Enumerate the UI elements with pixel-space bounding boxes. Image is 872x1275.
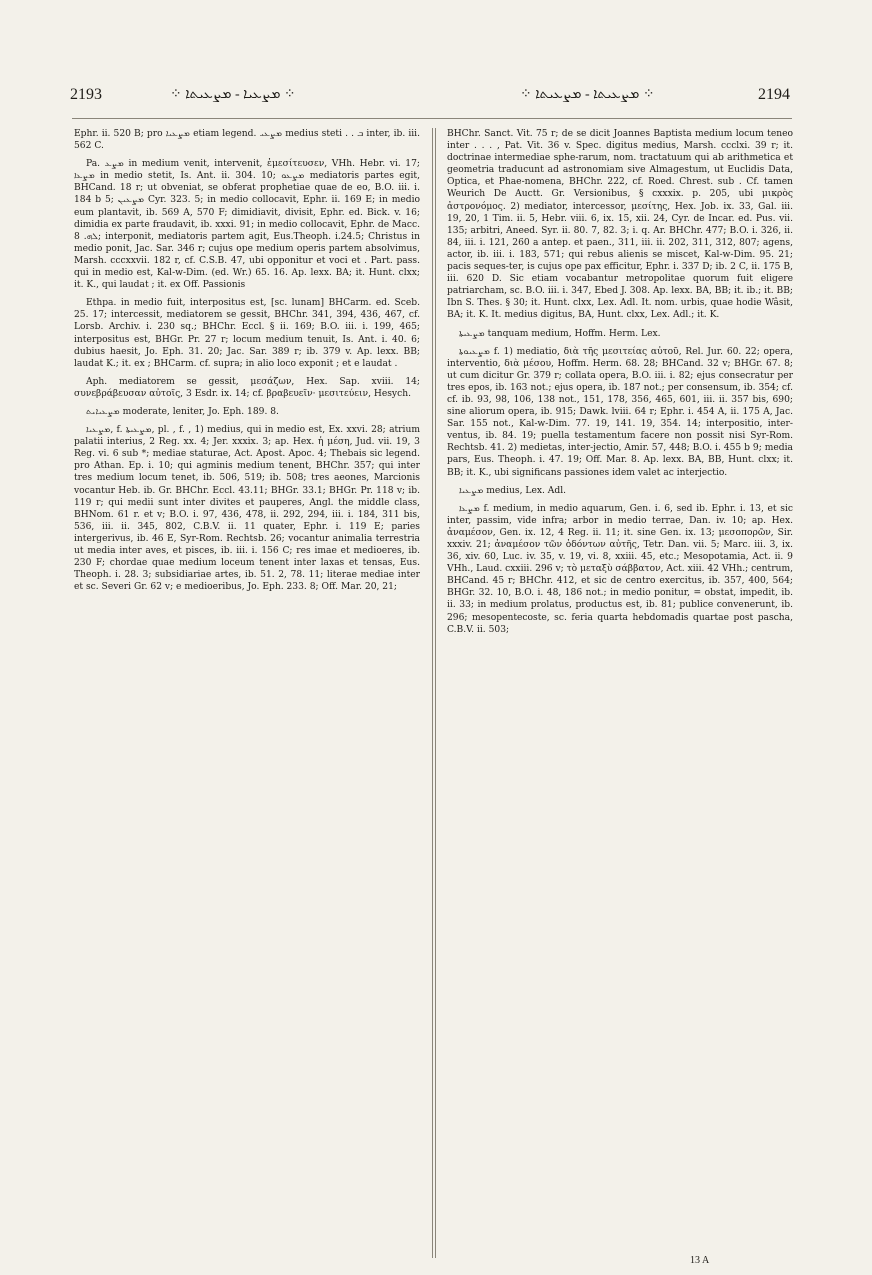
entry: Pa. ܡܨܥ in medium venit, intervenit, ἐμεσίτευσεν, VHh. Hebr. vi. 17; ܡܨܥܐ in medio stetit, Is. Ant. ii. 304. 10; ܡܨܥܘ mediatoris partes egit, BHCand. 18 r; ut obveniat, se obferat prophetiae quae de eo, B.O. iii. i. 184 b 5; ܡܨܥܝܢ Cyr. 323. 5; in medio collocavit, Ephr. ii. 169 E; in medio eum plantavit, ib. 569 A, 570 F; dimidiavit, divisit, Ephr. ed. Bick. v. 16; dimidia ex parte fraudavit, ib. xxxi. 91; in medio collocavit, Ephr. de Macc. ܠܗ. 8; interponit, mediatoris partem agit, Eus.Theoph. i.24.5; Christus in medio ponit, Jac. Sar. 346 r; cujus ope medium operis partem absolvimus, Marsh. cccxxvii. 182 r, cf. C.S.B. 47, ubi opponitur et voci et . Part. pass. qui in medio est, Kal-w-Dim. (ed. Wr.) 65. 16. Ap. lexx. BA; it. Hunt. clxx; it. K., qui laudat ; it. ex Off. Passionis bbox=[74, 159, 420, 291]
page-header bbox=[70, 86, 790, 112]
entry: Aph. mediatorem se gessit, μεσάζων, Hex. Sap. xviii. 14; συνεβράβευσαν αὐτοῖς, 3 Esdr. ix. 14; cf. βραβευεῖν· μεσιτεύειν, Hesych. bbox=[74, 376, 420, 399]
entry: ܡܨܥܝܐ medius, Lex. Adl. bbox=[459, 485, 567, 496]
running-head-left: ⁘ ܡܨܥܝܐ - ܡܨܥܝܬܐ ⁘ bbox=[170, 87, 296, 102]
printer-signature: 13 A bbox=[690, 1255, 710, 1266]
entry: Ephr. ii. 520 B; pro ܡܨܥܝܐ etiam legend. ܡܨܥܝ medius steti . . ܒ inter, ib. iii. 562 C. bbox=[74, 129, 420, 152]
entry: BHChr. Sanct. Vit. 75 r; de se dicit Joannes Baptista medium locum teneo inter . . . , Pat. Vit. 36 v. Spec. digitus medius, Marsh. ccclxi. 39 r; it. doctrinae intermediae sphe-rarum, nom. tractatuum qui ab arithmetica et geometria traducunt ad astronomiam sive Almagestum, ut Euclidis Data, Optica, et Phae-nomena, BHChr. 222, cf. Roed. Chrest. sub . Cf. tamen Weurich De Auctt. Gr. Versionibus, § cxxxix. p. 205, ubi μικρὸς ἀστρονόμος. 2) mediator, intercessor, μεσίτης, Hex. Job. ix. 33, Gal. iii. 19, 20, 1 Tim. ii. 5, Hebr. viii. 6, ix. 15, xii. 24, Cyr. de Incar. ed. Pus. vii. 135; arbitri, Aneed. Syr. ii. 80. 7, 82. 3; i. q. Ar. BHChr. 477; B.O. i. 326, ii. 84, iii. i. 121, 260 a antep. et paen., 311, iii. ii. 202, 311, 312, 807; agens, actor, ib. iii. i. 183, 571; qui rebus alienis se miscet, Kal-w-Dim. 95. 21; pacis seques-ter, is cujus ope pax efficitur, Ephr. i. 337 D; ib. 2 C, ii. 175 B, iii. 620 D. Sic etiam vocabantur metropolitae quorum fuit eligere patriarcham, sc. B.O. iii. i. 347, Ebed J. 308. Ap. lexx. BA, BB; it. ib.; it. BB; Ibn S. Thes. § 30; it. Hunt. clxx, Lex. Adl. It. nom. urbis, quae hodie Wâsit, BA; it. K. It. medius digitus, BA, Hunt. clxx, Lex. Adl.; it. K. bbox=[447, 129, 793, 321]
right-column bbox=[447, 128, 793, 1268]
column-divider bbox=[432, 128, 433, 1258]
entry: ܡܨܥܝܐ, f. ܡܨܥܝܬܐ, pl. , f. , 1) medius, qui in medio est, Ex. xxvi. 28; atrium palatii interius, 2 Reg. xx. 4; Jer. xxxix. 3; ap. Hex. ἡ μέση, Jud. vii. 19, 3 Reg. vi. 6 sub *; mediae staturae, Act. Apost. Apoc. 4; Thebais sic legend. pro Athan. Ep. i. 10; qui agminis medium tenent, BHChr. 357; qui inter tres medium locum tenet, ib. 506, 519; ib. 508; tres aeones, Marcionis vocantur Heb. ib. Gr. BHChr. Eccl. 43.11; BHGr. 33.1; BHGr. Pr. 118 v; ib. 119 r; qui medii sunt inter divites et pauperes, Angl. the middle class, BHNom. 61 r. et v; B.O. i. 97, 436, 478, ii. 292, 294, iii. i. 184, 311 bis, 536, iii. ii. 345, 802, C.B.V. ii. 11 quater, Ephr. i. 119 E; paries intergerivus, ib. 46 E, Syr-Rom. Rechtsb. 26; vocantur animalia terrestria ut media inter aves, et pisces, ib. iii. i. 156 C; res imae et medioeres, ib. 230 F; chordae quae medium loceum tenent inter laxas et tensas, Eus. Theoph. i. 28. 3; subsidiariae artes, ib. 51. 2, 78. 11; literae mediae inter et sc. Severi Gr. 62 v; e medioeribus, Jo. Eph. 233. 8; Off. Mar. 20, 21; bbox=[74, 425, 420, 593]
entry: ܡܨܥܝܬܐ tanquam medium, Hoffm. Herm. Lex. bbox=[459, 328, 661, 339]
entry: ܡܨܥܝܘܬܐ f. 1) mediatio, διὰ τῆς μεσιτείας αὐτοῦ, Rel. Jur. 60. 22; opera, interventio, διὰ μέσου, Hoffm. Herm. 68. 28; BHCand. 32 v; BHGr. 67. 8; ut cum dicitur Gr. 379 r; collata opera, B.O. iii. i. 82; ejus consecratur per tres epos, ib. 163 not.; ejus opera, ib. 187 not.; per consensum, ib. 354; cf. cf. ib. 93, 98, 106, 138 not., 151, 178, 356, 465, 601, iii. ii. 357 bis, 690; sine aliorum opera, ib. 915; Dawk. lviii. 64 r; Ephr. i. 454 A, ii. 175 A, Jac. Sar. 155 not., Kal-w-Dim. 77. 19, 141. 19, 354. 14; interpositio, inter-ventus, ib. 84. 19; puella testamentum facere non possit nisi Syr-Rom. Rechtsb. 41. 2) medietas, inter-jectio, Amir. 57, 448; B.O. i. 455 b 9; media pars, Eus. Theoph. i. 47. 19; Off. Mar. 8. Ap. lexx. BA, BB, Hunt. clxx; it. BB; it. K., ubi significans passiones idem valet ac interjectio. bbox=[447, 346, 793, 478]
running-head-right: ⁘ ܡܨܥܝܬܐ - ܡܨܥܝܬܐ ⁘ bbox=[520, 87, 655, 102]
page-number-left: 2193 bbox=[70, 86, 102, 103]
entry: Ethpa. in medio fuit, interpositus est, [sc. lunam] BHCarm. ed. Sceb. 25. 17; intercessit, mediatorem se gessit, BHChr. 341, 394, 436, 467, cf. Lorsb. Archiv. i. 230 sq.; BHChr. Eccl. § ii. 169; B.O. iii. i. 199, 465; interpositus est, BHGr. Pr. 27 r; locum medium tenuit, Is. Ant. i. 40. 6; dubius haesit, Jo. Eph. 31. 20; Jac. Sar. 389 r; ib. 379 v. Ap. lexx. BB; laudat K.; it. ex ; BHCarm. cf. supra; in alio loco exponit ; et e laudat . bbox=[74, 298, 420, 369]
entry: ܡܨܥܐ f. medium, in medio aquarum, Gen. i. 6, sed ib. Ephr. i. 13, et sic inter, passim, vide infra; arbor in medio terrae, Dan. iv. 10; ap. Hex. ἀναμέσον, Gen. ix. 12, 4 Reg. ii. 11; it. sine Gen. ix. 13; μεσοπορῶν, Sir. xxxiv. 21; ἀναμέσον τῶν ὁδόντων αὐτῆς, Tetr. Dan. vii. 5; Marc. iii. 3, ix. 36, xiv. 60, Luc. iv. 35, v. 19, vi. 8, xxiii. 45, etc.; Mesopotamia, Act. ii. 9 VHh., Laud. cxxiii. 296 v; τὸ μεταξὺ σάββατον, Act. xiii. 42 VHh.; centrum, BHCand. 45 r; BHChr. 412, et sic de centro exercitus, ib. 357, 400, 564; BHGr. 32. 10, B.O. i. 48, 186 not.; in medio ponitur, = obstat, impedit, ib. ii. 33; in medium prolatus, productus est, ib. 81; publice convenerunt, ib. 296; mesopentecoste, sc. feria quarta hebdomadis quartae post pascha, C.B.V. ii. 503; bbox=[447, 503, 793, 635]
page-number-right: 2194 bbox=[758, 86, 790, 103]
entry: ܡܨܥܝܐܝܬ moderate, leniter, Jo. Eph. 189. 8. bbox=[86, 406, 279, 417]
header-rule bbox=[72, 118, 792, 119]
column-divider bbox=[435, 128, 436, 1258]
left-column bbox=[74, 128, 420, 1268]
